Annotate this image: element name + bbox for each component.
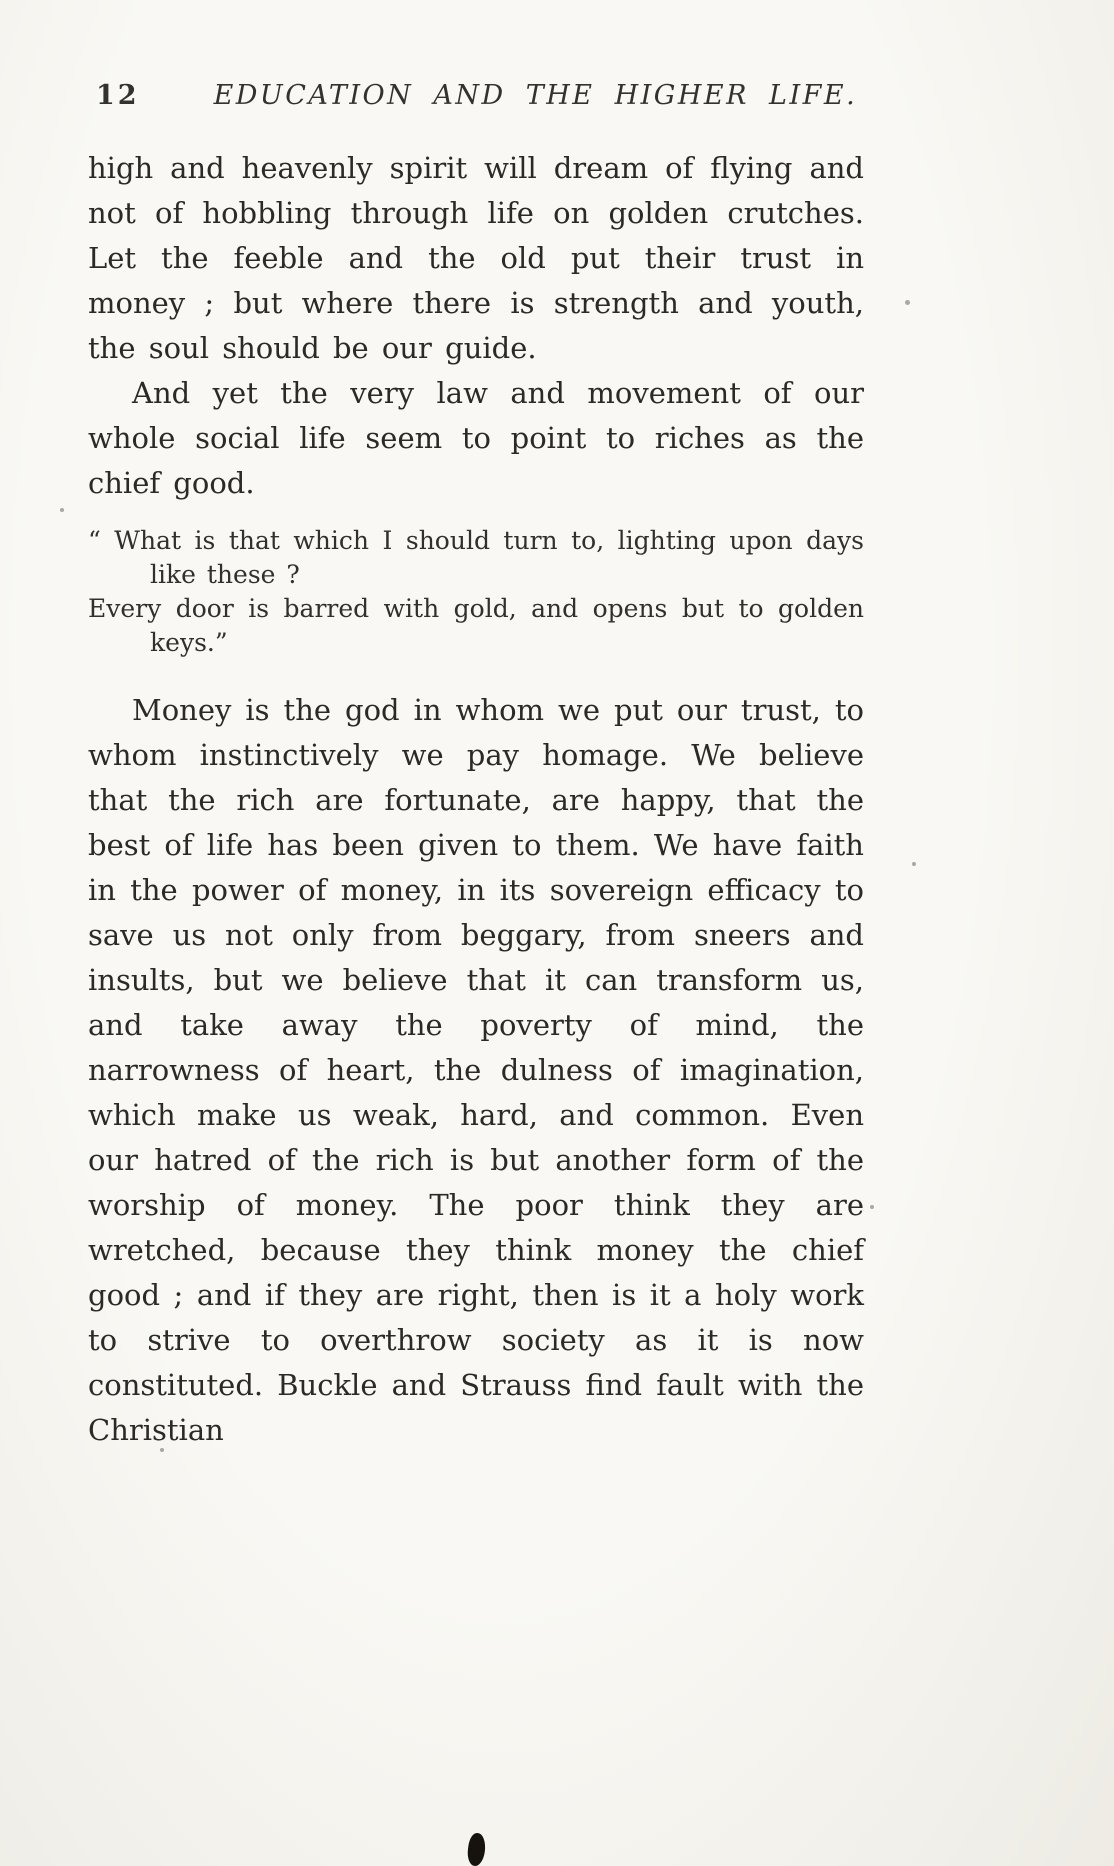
scan-speck <box>905 300 910 305</box>
verse-line: “ What is that which I should turn to, lighting upon days like these ? <box>88 526 864 589</box>
page-number: 12 <box>96 80 140 111</box>
paragraph: And yet the very law and movement of our whole social life seem to point to riches as the chief good. <box>88 376 864 500</box>
paragraph: high and heavenly spirit will dream of flying and not of hobbling through life on golden crutches. Let the feeble and the old put their trust in money ; but where there is strength and youth, the soul should be our guide. <box>88 151 864 365</box>
scan-speck <box>60 508 64 512</box>
ink-blot-artifact <box>466 1832 487 1866</box>
running-title: EDUCATION AND THE HIGHER LIFE. <box>213 80 858 111</box>
paragraph: Money is the god in whom we put our trust, to whom instinctively we pay homage. We believe that the rich are fortunate, are happy, that the best of life has been given to them. We have faith in the power of money, in its sovereign efficacy to save us not only from beggary, from sneers and insults, but we believe that it can transform us, and take away the poverty of mind, the narrowness of heart, the dulness of imagination, which make us weak, hard, and common. Even our hatred of the rich is but another form of the worship of money. The poor think they are wretched, because they think money the chief good ; and if they are right, then is it a holy work to strive to overthrow society as it is now constituted. Buckle and Strauss find fault with the Christian <box>88 693 864 1447</box>
scan-speck <box>160 1448 164 1452</box>
page-header <box>96 80 876 111</box>
scan-speck <box>870 1205 874 1209</box>
scan-speck <box>912 862 916 866</box>
verse-quote <box>88 524 864 660</box>
page-body <box>88 146 864 1453</box>
verse-line: Every door is barred with gold, and opens but to golden keys.” <box>88 594 864 657</box>
